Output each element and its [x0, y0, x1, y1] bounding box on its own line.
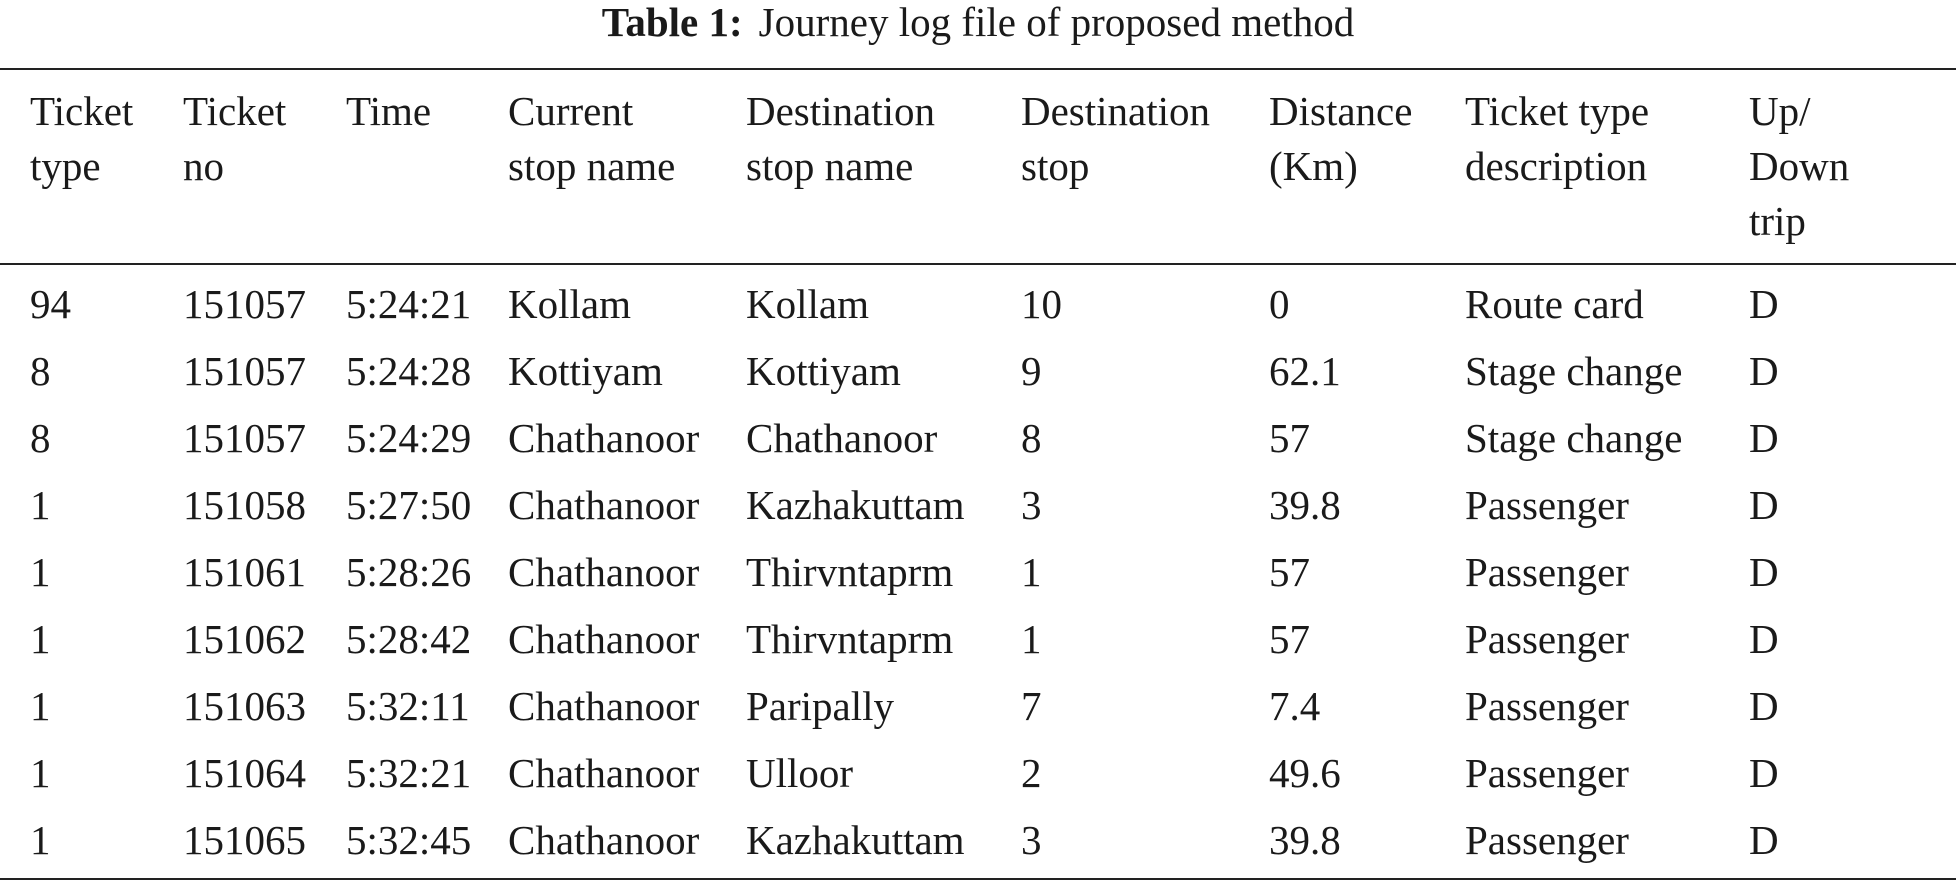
ticket-type-cell: 1 — [30, 549, 51, 595]
time-cell: 5:27:50 — [346, 482, 472, 528]
table-header — [0, 69, 1956, 264]
destination-stop-cell: 1 — [1021, 549, 1042, 595]
current-stop-cell: Chathanoor — [508, 549, 700, 595]
destination-stop-name-cell: Thirvntaprm — [746, 616, 954, 662]
distance-cell: 0 — [1269, 281, 1290, 327]
table-row — [0, 539, 1956, 606]
time-cell: 5:32:21 — [346, 750, 472, 796]
current-stop-cell: Chathanoor — [508, 750, 700, 796]
ticket-description-cell: Passenger — [1465, 750, 1629, 796]
caption-label: Table 1: — [601, 0, 743, 45]
ticket-description-cell: Stage change — [1465, 348, 1683, 394]
trip-direction-cell: D — [1749, 616, 1779, 662]
caption-text: Journey log file of proposed method — [758, 0, 1355, 45]
current-stop-cell: Kottiyam — [508, 348, 663, 394]
destination-stop-cell: 3 — [1021, 482, 1042, 528]
table-row — [0, 740, 1956, 807]
table-row — [0, 807, 1956, 879]
ticket-description-cell: Route card — [1465, 281, 1644, 327]
ticket-no-cell: 151058 — [183, 482, 306, 528]
table-row — [0, 405, 1956, 472]
table-row — [0, 606, 1956, 673]
table-body — [0, 264, 1956, 879]
time-cell: 5:28:26 — [346, 549, 472, 595]
ticket-type-cell: 8 — [30, 348, 51, 394]
destination-stop-cell: 3 — [1021, 817, 1042, 863]
current-stop-cell: Chathanoor — [508, 817, 700, 863]
time-cell: 5:24:21 — [346, 281, 472, 327]
ticket-type-cell: 1 — [30, 817, 51, 863]
trip-direction-cell: D — [1749, 549, 1779, 595]
table-row — [0, 264, 1956, 338]
destination-stop-cell: 9 — [1021, 348, 1042, 394]
trip-direction-cell: D — [1749, 683, 1779, 729]
ticket-description-cell: Stage change — [1465, 415, 1683, 461]
trip-direction-cell: D — [1749, 348, 1779, 394]
header-row — [0, 69, 1956, 264]
ticket-type-cell: 1 — [30, 750, 51, 796]
distance-cell: 49.6 — [1269, 750, 1341, 796]
destination-stop-name-cell: Kazhakuttam — [746, 817, 965, 863]
ticket-description-cell: Passenger — [1465, 549, 1629, 595]
ticket-no-cell: 151064 — [183, 750, 306, 796]
distance-cell: 39.8 — [1269, 482, 1341, 528]
destination-stop-name-cell: Kottiyam — [746, 348, 901, 394]
ticket-no-cell: 151057 — [183, 348, 306, 394]
ticket-type-cell: 94 — [30, 281, 71, 327]
trip-direction-cell: D — [1749, 281, 1779, 327]
ticket-description-cell: Passenger — [1465, 683, 1629, 729]
distance-cell: 62.1 — [1269, 348, 1341, 394]
ticket-type-cell: 1 — [30, 683, 51, 729]
trip-direction-cell: D — [1749, 750, 1779, 796]
ticket-description-cell: Passenger — [1465, 817, 1629, 863]
ticket-no-cell: 151065 — [183, 817, 306, 863]
table-caption — [0, 0, 1956, 60]
distance-cell: 39.8 — [1269, 817, 1341, 863]
distance-cell: 57 — [1269, 616, 1310, 662]
trip-direction-cell: D — [1749, 817, 1779, 863]
header-destination-stop: Destination stop — [1021, 88, 1211, 189]
time-cell: 5:28:42 — [346, 616, 472, 662]
destination-stop-name-cell: Ulloor — [746, 750, 854, 796]
destination-stop-name-cell: Chathanoor — [746, 415, 938, 461]
trip-direction-cell: D — [1749, 415, 1779, 461]
header-destination-stop-name: Destination stop name — [746, 88, 936, 189]
current-stop-cell: Chathanoor — [508, 616, 700, 662]
distance-cell: 7.4 — [1269, 683, 1321, 729]
ticket-no-cell: 151062 — [183, 616, 306, 662]
header-distance: Distance (Km) — [1269, 88, 1413, 189]
table-row — [0, 338, 1956, 405]
table-row — [0, 673, 1956, 740]
header-ticket-type-description: Ticket type description — [1465, 88, 1650, 189]
header-ticket-type: Ticket type — [30, 88, 134, 189]
header-time: Time — [346, 88, 432, 134]
ticket-description-cell: Passenger — [1465, 616, 1629, 662]
table-row — [0, 472, 1956, 539]
trip-direction-cell: D — [1749, 482, 1779, 528]
ticket-no-cell: 151061 — [183, 549, 306, 595]
current-stop-cell: Chathanoor — [508, 415, 700, 461]
header-current-stop-name: Current stop name — [508, 88, 676, 189]
header-up-down-trip: Up/ Down trip — [1749, 88, 1850, 244]
time-cell: 5:24:29 — [346, 415, 472, 461]
ticket-no-cell: 151057 — [183, 281, 306, 327]
destination-stop-name-cell: Kazhakuttam — [746, 482, 965, 528]
destination-stop-name-cell: Kollam — [746, 281, 869, 327]
ticket-description-cell: Passenger — [1465, 482, 1629, 528]
current-stop-cell: Kollam — [508, 281, 631, 327]
journey-log-table — [0, 68, 1956, 880]
distance-cell: 57 — [1269, 415, 1310, 461]
destination-stop-cell: 10 — [1021, 281, 1062, 327]
destination-stop-name-cell: Paripally — [746, 683, 895, 729]
destination-stop-cell: 8 — [1021, 415, 1042, 461]
destination-stop-name-cell: Thirvntaprm — [746, 549, 954, 595]
destination-stop-cell: 1 — [1021, 616, 1042, 662]
time-cell: 5:32:11 — [346, 683, 470, 729]
ticket-no-cell: 151063 — [183, 683, 306, 729]
ticket-type-cell: 8 — [30, 415, 51, 461]
destination-stop-cell: 7 — [1021, 683, 1042, 729]
ticket-type-cell: 1 — [30, 482, 51, 528]
header-ticket-no: Ticket no — [183, 88, 287, 189]
current-stop-cell: Chathanoor — [508, 683, 700, 729]
distance-cell: 57 — [1269, 549, 1310, 595]
ticket-type-cell: 1 — [30, 616, 51, 662]
current-stop-cell: Chathanoor — [508, 482, 700, 528]
time-cell: 5:32:45 — [346, 817, 472, 863]
time-cell: 5:24:28 — [346, 348, 472, 394]
ticket-no-cell: 151057 — [183, 415, 306, 461]
destination-stop-cell: 2 — [1021, 750, 1042, 796]
